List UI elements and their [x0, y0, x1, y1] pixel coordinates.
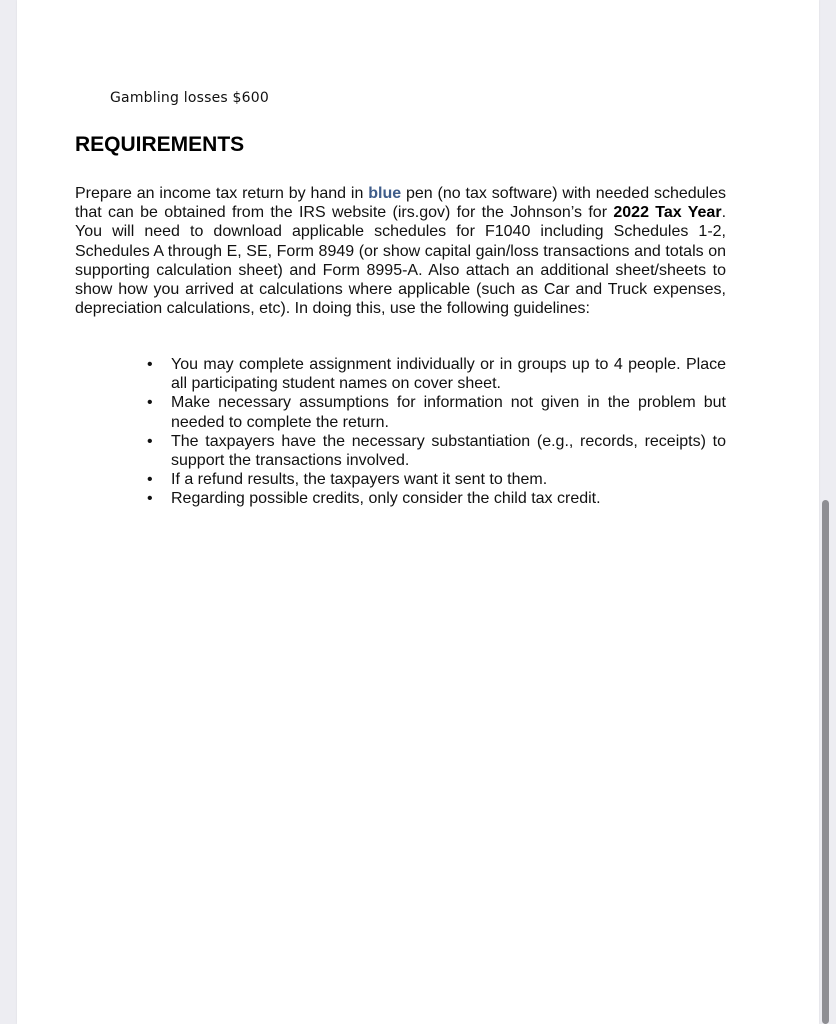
- list-item-text: Regarding possible credits, only consider the child tax credit.: [171, 490, 601, 508]
- list-item: [147, 432, 726, 470]
- list-item-text: The taxpayers have the necessary substantiation (e.g., records, receipts) to support the transactions involved.: [171, 432, 726, 470]
- paragraph-text-1: Prepare an income tax return by hand in: [75, 185, 369, 202]
- handwritten-note: Gambling losses $600: [110, 90, 269, 106]
- list-item-text: If a refund results, the taxpayers want it sent to them.: [171, 471, 548, 489]
- bullet-icon: •: [147, 471, 153, 489]
- paragraph-text-3: . You will need to download applicable schedules for F1040 including Schedules 1-2, Schedules A through E, SE, Form 8949 (or show capital gain/loss transactions and totals on supporting calculation sheet) and Form 8995-A. Also attach an additional sheet/sheets to show how you arrived at calculations where applicable (such as Car and Truck expenses, depreciation calculations, etc). In doing this, use the following guidelines:: [75, 204, 727, 318]
- list-item: [147, 393, 726, 431]
- bullet-icon: •: [147, 394, 153, 412]
- list-item: [147, 355, 726, 393]
- paragraph-text-2: pen (no tax software) with needed schedules that can be obtained from the IRS website (irs.gov) for the Johnson’s for: [75, 185, 726, 222]
- list-item-text: You may complete assignment individually or in groups up to 4 people. Place all participating student names on cover sheet.: [171, 356, 726, 393]
- requirements-heading: REQUIREMENTS: [75, 133, 245, 156]
- tax-year-emphasis: 2022 Tax Year: [613, 204, 722, 222]
- list-item: [147, 470, 726, 489]
- list-item: [147, 489, 726, 508]
- guidelines-list: [147, 355, 726, 509]
- bullet-icon: •: [147, 490, 153, 508]
- requirements-paragraph: [75, 184, 726, 318]
- bullet-icon: •: [147, 432, 153, 450]
- bullet-icon: •: [147, 356, 153, 373]
- list-item-text: Make necessary assumptions for information not given in the problem but needed to complete the return.: [171, 394, 726, 431]
- blue-emphasis: blue: [368, 185, 402, 202]
- scrollbar[interactable]: [822, 500, 829, 1024]
